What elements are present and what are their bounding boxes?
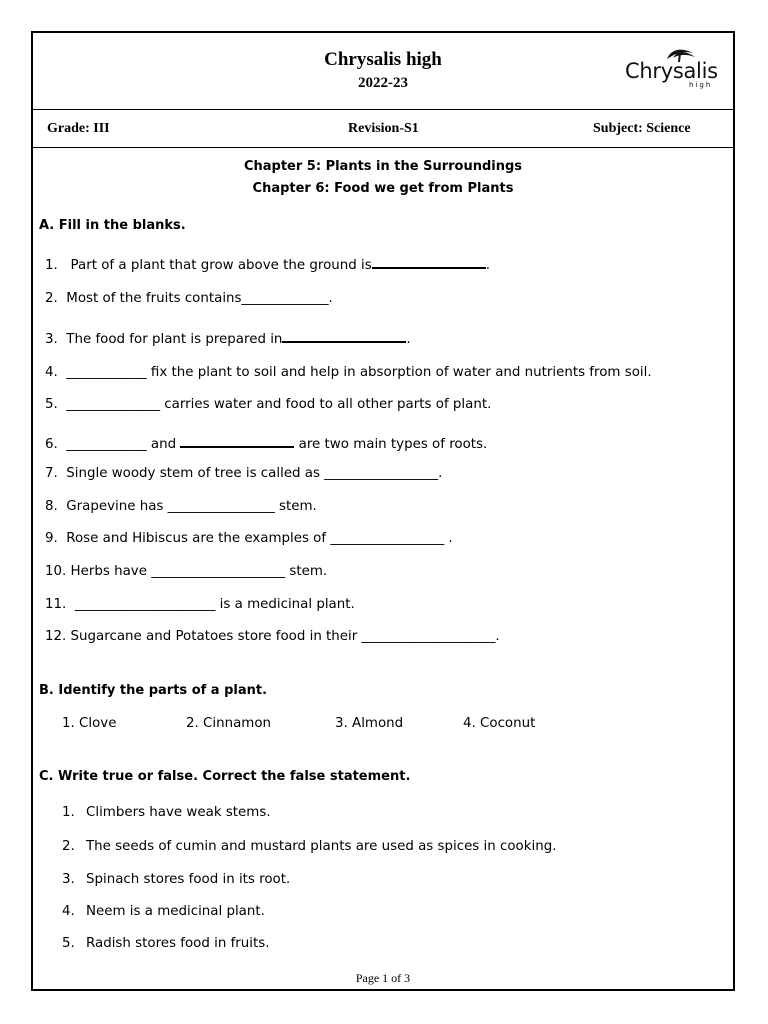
identify-item: 2. Cinnamon	[186, 716, 272, 731]
question-end: are two main types of roots.	[298, 437, 488, 452]
question-item: 5. ______________ carries water and food to all other parts of plant.	[45, 397, 492, 412]
school-name: Chrysalis high	[324, 49, 442, 70]
identify-item: 4. Coconut	[463, 716, 536, 731]
question-item	[45, 433, 487, 452]
question-item	[45, 254, 490, 273]
identify-item: 3. Almond	[335, 716, 404, 731]
question-item	[45, 328, 411, 347]
page-number: Page 1 of 3	[355, 971, 411, 985]
academic-year: 2022-23	[358, 75, 408, 91]
statement-number: 5.	[62, 936, 75, 951]
header	[33, 33, 733, 110]
question-item: 11. _____________________ is a medicinal plant.	[45, 597, 355, 612]
statement-number: 2.	[62, 839, 75, 854]
answer-blank	[372, 254, 486, 269]
statement-number: 1.	[62, 805, 75, 820]
statement-text: Neem is a medicinal plant.	[86, 904, 265, 919]
question-end: .	[485, 258, 490, 273]
grade-label: Grade: III	[47, 121, 110, 136]
question-item: 7. Single woody stem of tree is called as _________________.	[45, 466, 443, 481]
logo-subtext: high	[689, 81, 713, 89]
chapter-title: Chapter 6: Food we get from Plants	[252, 181, 514, 196]
question-item: 4. ____________ fix the plant to soil and help in absorption of water and nutrients from soil.	[45, 365, 652, 380]
statement-item	[62, 872, 290, 887]
answer-blank	[180, 433, 294, 448]
school-logo	[623, 45, 723, 91]
question-text: 3. The food for plant is prepared in	[45, 332, 283, 347]
statement-item	[62, 936, 270, 951]
question-item: 2. Most of the fruits contains_____________.	[45, 291, 333, 306]
section-c-title: C. Write true or false. Correct the false statement.	[39, 769, 411, 784]
question-item: 8. Grapevine has ________________ stem.	[45, 499, 317, 514]
logo-wordmark: Chrysalis	[625, 59, 718, 83]
section-a-title: A. Fill in the blanks.	[39, 218, 186, 233]
subject-label: Subject: Science	[593, 121, 691, 136]
question-item: 10. Herbs have ____________________ stem.	[45, 564, 328, 579]
question-item: 12. Sugarcane and Potatoes store food in their ____________________.	[45, 629, 500, 644]
statement-text: Spinach stores food in its root.	[86, 872, 291, 887]
statement-number: 4.	[62, 904, 75, 919]
chapter-title: Chapter 5: Plants in the Surroundings	[243, 159, 523, 174]
statement-text: Radish stores food in fruits.	[86, 936, 270, 951]
worksheet-page	[31, 31, 735, 991]
statement-item	[62, 839, 556, 854]
statement-text: The seeds of cumin and mustard plants are used as spices in cooking.	[86, 839, 557, 854]
question-text: 6. ____________ and	[45, 437, 177, 452]
info-row	[33, 109, 733, 148]
section-b-title: B. Identify the parts of a plant.	[39, 683, 268, 698]
revision-label: Revision-S1	[348, 121, 419, 136]
answer-blank	[282, 328, 406, 343]
statement-item	[62, 805, 271, 820]
question-text: 1. Part of a plant that grow above the ground is	[45, 258, 372, 273]
question-item: 9. Rose and Hibiscus are the examples of _________________ .	[45, 531, 453, 546]
question-end: .	[406, 332, 411, 347]
statement-item	[62, 904, 265, 919]
statement-text: Climbers have weak stems.	[86, 805, 271, 820]
identify-item: 1. Clove	[62, 716, 117, 731]
statement-number: 3.	[62, 872, 75, 887]
